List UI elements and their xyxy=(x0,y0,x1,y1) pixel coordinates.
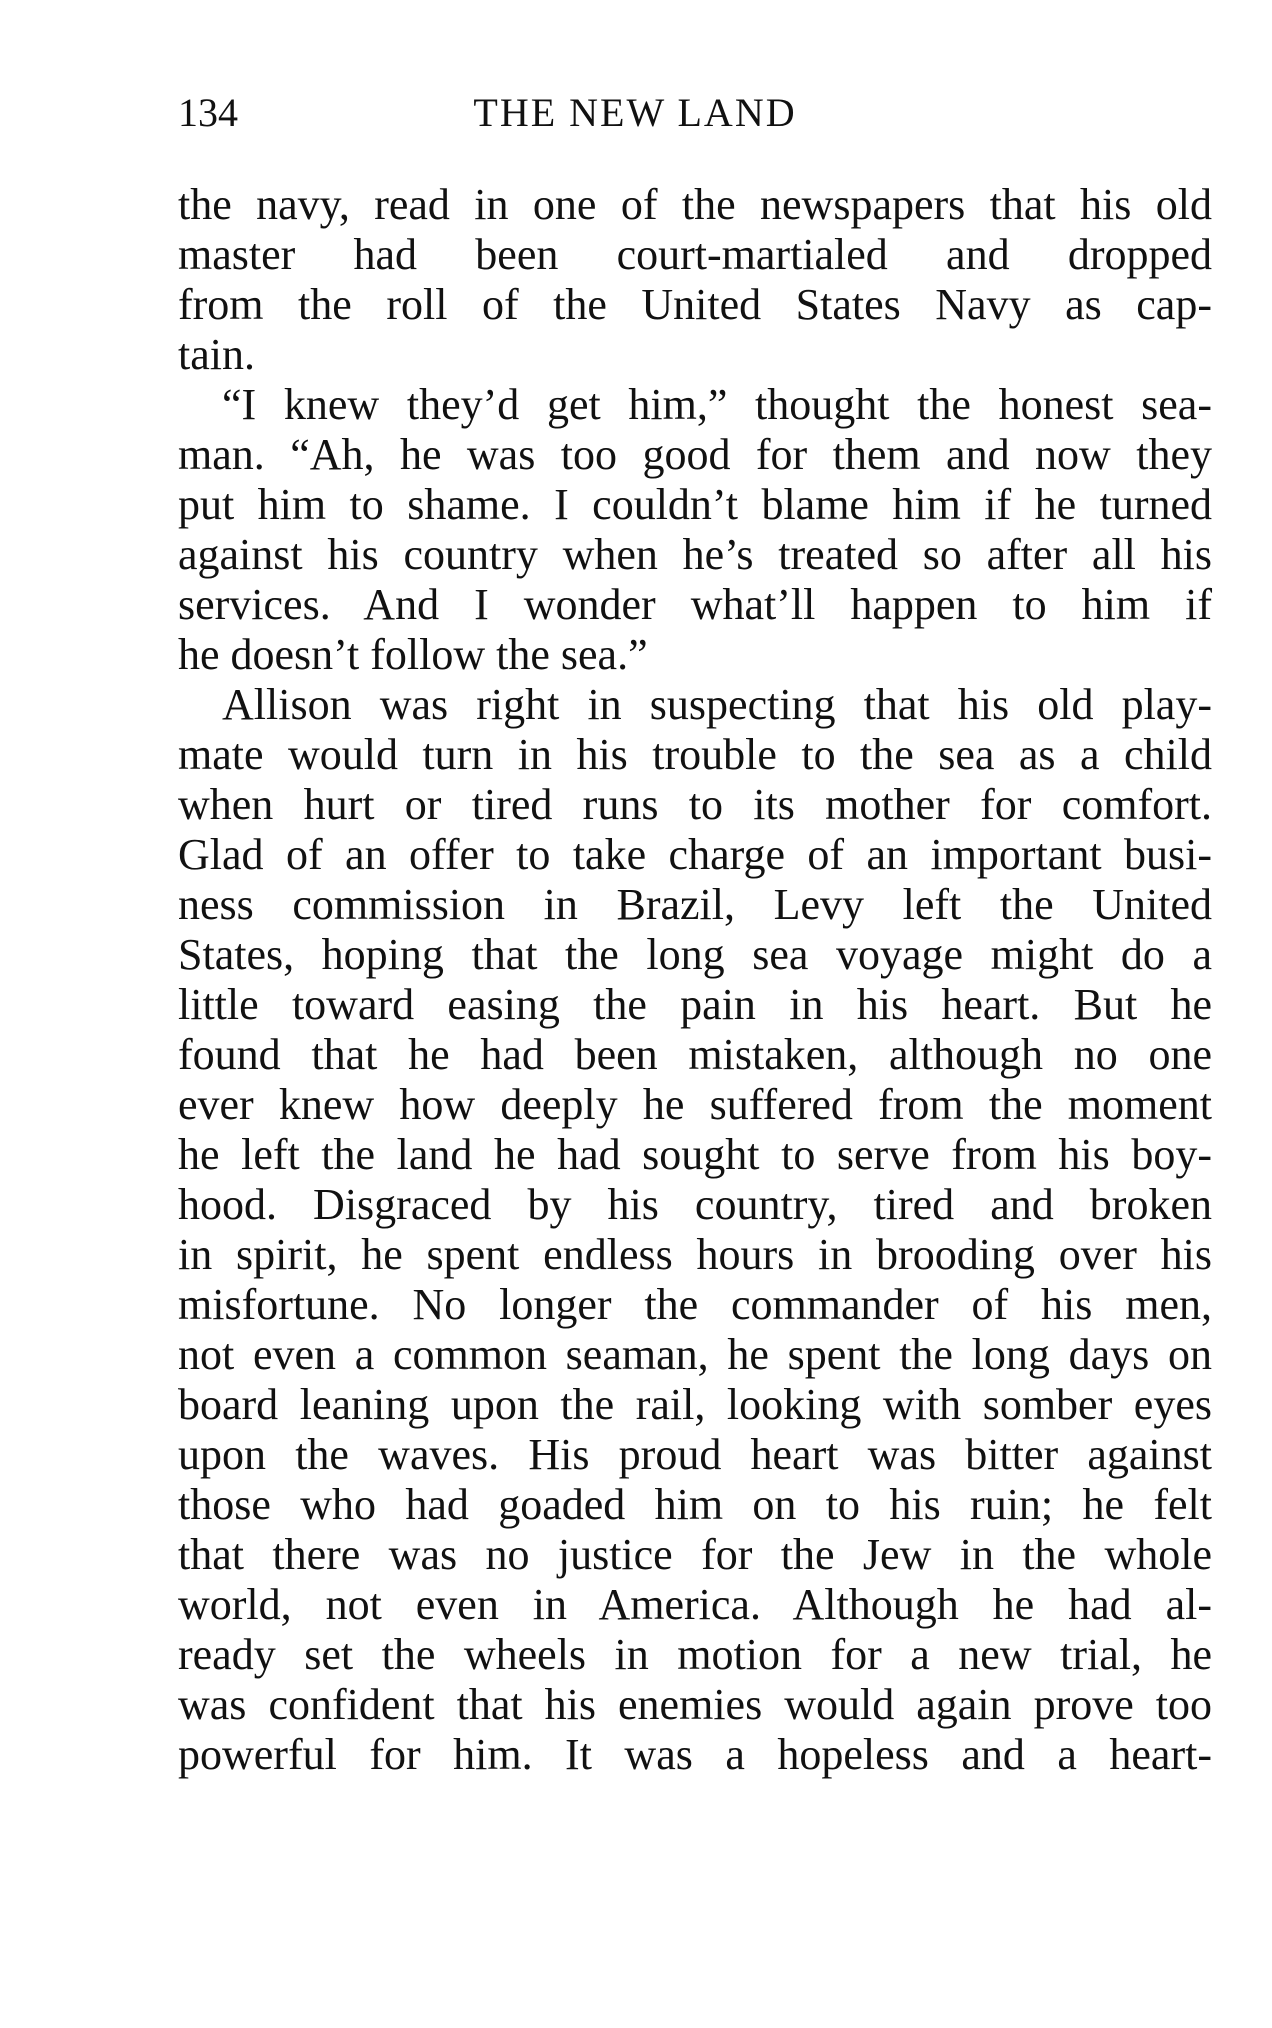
text-line: States, hoping that the long sea voyage might do a xyxy=(178,930,1212,979)
text-line: against his country when he’s treated so after all his xyxy=(178,530,1212,579)
text-line: ever knew how deeply he suffered from the moment xyxy=(178,1080,1212,1129)
text-line: those who had goaded him on to his ruin; he felt xyxy=(178,1480,1212,1529)
text-line: when hurt or tired runs to its mother for comfort. xyxy=(178,780,1212,829)
body-text xyxy=(178,180,1212,1780)
running-title: THE NEW LAND xyxy=(473,90,797,135)
text-line: was confident that his enemies would again prove too xyxy=(178,1680,1212,1729)
text-line: man. “Ah, he was too good for them and now they xyxy=(178,430,1212,479)
text-line: in spirit, he spent endless hours in brooding over his xyxy=(178,1230,1212,1279)
page-number: 134 xyxy=(178,90,238,135)
text-line: little toward easing the pain in his heart. But he xyxy=(178,980,1212,1029)
text-line: services. And I wonder what’ll happen to him if xyxy=(178,580,1212,629)
text-line: master had been court-martialed and dropped xyxy=(178,230,1212,279)
text-line: hood. Disgraced by his country, tired and broken xyxy=(178,1180,1212,1229)
text-line: he doesn’t follow the sea.” xyxy=(178,630,648,679)
text-line: Allison was right in suspecting that his old play- xyxy=(222,680,1212,729)
text-line: ness commission in Brazil, Levy left the United xyxy=(178,880,1212,929)
running-head xyxy=(178,88,1212,138)
text-line: mate would turn in his trouble to the sea as a child xyxy=(178,730,1212,779)
text-line: the navy, read in one of the newspapers that his old xyxy=(178,180,1212,229)
text-line: Glad of an offer to take charge of an important busi- xyxy=(178,830,1212,879)
text-line: upon the waves. His proud heart was bitter against xyxy=(178,1430,1212,1479)
text-line: world, not even in America. Although he had al- xyxy=(178,1580,1212,1629)
text-line: from the roll of the United States Navy as cap- xyxy=(178,280,1212,329)
text-line: ready set the wheels in motion for a new trial, he xyxy=(178,1630,1212,1679)
text-line: not even a common seaman, he spent the long days on xyxy=(178,1330,1212,1379)
text-line: powerful for him. It was a hopeless and a heart- xyxy=(178,1730,1212,1779)
text-line: put him to shame. I couldn’t blame him if he turned xyxy=(178,480,1212,529)
text-line: misfortune. No longer the commander of his men, xyxy=(178,1280,1212,1329)
text-line: found that he had been mistaken, although no one xyxy=(178,1030,1212,1079)
text-line: tain. xyxy=(178,330,255,379)
text-line: he left the land he had sought to serve from his boy- xyxy=(178,1130,1212,1179)
text-line: that there was no justice for the Jew in the whole xyxy=(178,1530,1212,1579)
text-line: “I knew they’d get him,” thought the honest sea- xyxy=(222,380,1212,429)
text-line: board leaning upon the rail, looking with somber eyes xyxy=(178,1380,1212,1429)
